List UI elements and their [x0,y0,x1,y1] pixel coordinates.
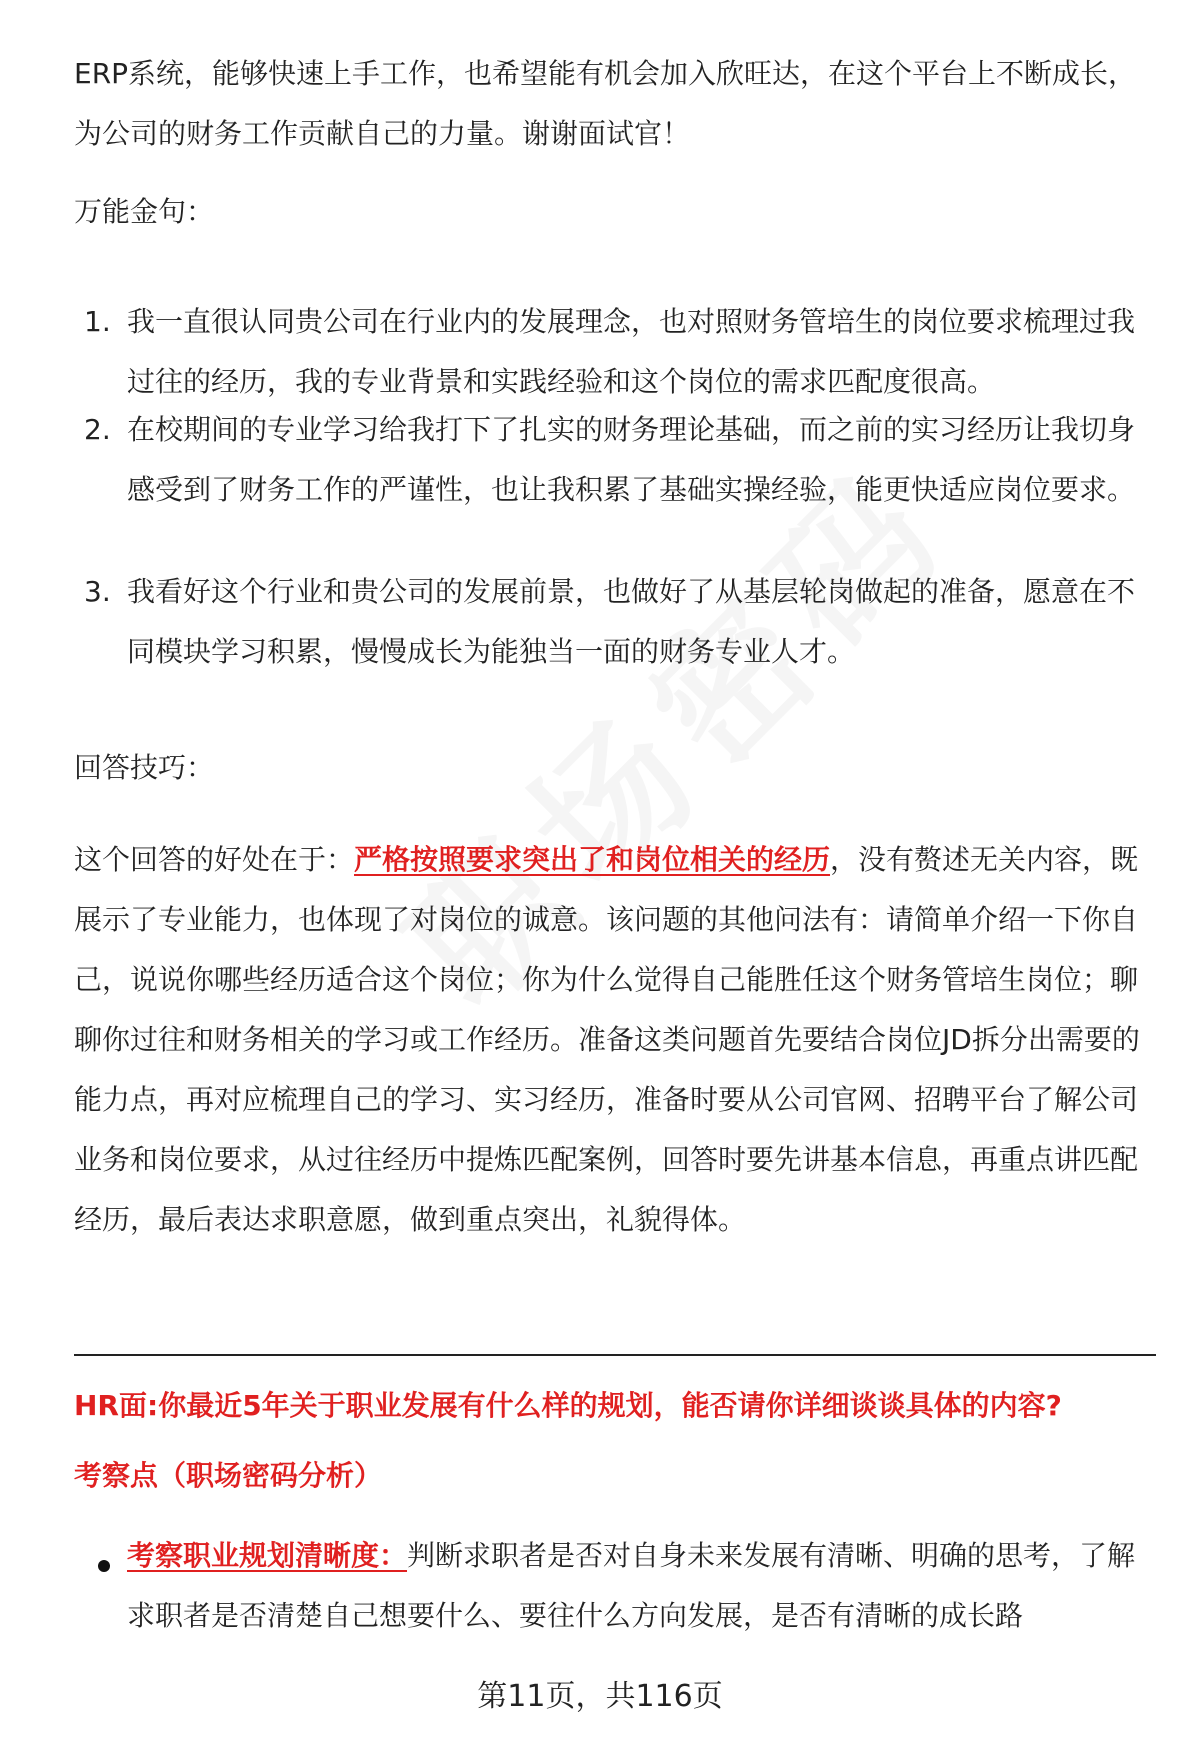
assessment-title: 考察点（职场密码分析） [74,1459,383,1492]
list-number: 1. [84,305,111,338]
list-text: 我看好这个行业和贵公司的发展前景，也做好了从基层轮岗做起的准备，愿意在不同模块学习积累，慢慢成长为能独当一面的财务专业人才。 [127,575,1136,668]
bullet-icon [98,1560,110,1572]
assessment-item-text: 判断求职者是否对自身未来发展有清晰、明确的思考，了解求职者是否清楚自己想要什么、要往什么方向发展，是否有清晰的成长路 [127,1539,1136,1632]
section-divider [74,1354,1156,1356]
list-text: 在校期间的专业学习给我打下了扎实的财务理论基础，而之前的实习经历让我切身感受到了财务工作的严谨性，也让我积累了基础实操经验，能更快适应岗位要求。 [127,413,1136,506]
assessment-item [127,1526,1157,1646]
list-number: 2. [84,413,111,446]
assessment-item-highlight: 考察职业规划清晰度： [127,1539,408,1572]
tips-label: 回答技巧： [74,751,215,784]
golden-sentences-label: 万能金句： [74,195,215,228]
list-number: 3. [84,575,111,608]
tips-highlight: 严格按照要求突出了和岗位相关的经历 [354,843,831,876]
list-text: 我一直很认同贵公司在行业内的发展理念，也对照财务管培生的岗位要求梳理过我过往的经历，我的专业背景和实践经验和这个岗位的需求匹配度很高。 [127,305,1136,398]
hr-question-heading: HR面:你最近5年关于职业发展有什么样的规划，能否请你详细谈谈具体的内容? [74,1389,1062,1422]
tips-paragraph [74,830,1154,1250]
intro-paragraph: ERP系统，能够快速上手工作，也希望能有机会加入欣旺达，在这个平台上不断成长，为公司的财务工作贡献自己的力量。谢谢面试官！ [74,57,1137,150]
tips-body: ，没有赘述无关内容，既展示了专业能力，也体现了对岗位的诚意。该问题的其他问法有：请简单介绍一下你自己，说说你哪些经历适合这个岗位；你为什么觉得自己能胜任这个财务管培生岗位；聊聊你过往和财务相关的学习或工作经历。准备这类问题首先要结合岗位JD拆分出需要的能力点，再对应梳理自己的学习、实习经历，准备时要从公司官网、招聘平台了解公司业务和岗位要求，从过往经历中提炼匹配案例，回答时要先讲基本信息，再重点讲匹配经历，最后表达求职意愿，做到重点突出，礼貌得体。 [74,843,1140,1236]
page-footer: 第11页，共116页 [477,1679,723,1714]
tips-prefix: 这个回答的好处在于： [74,843,355,876]
